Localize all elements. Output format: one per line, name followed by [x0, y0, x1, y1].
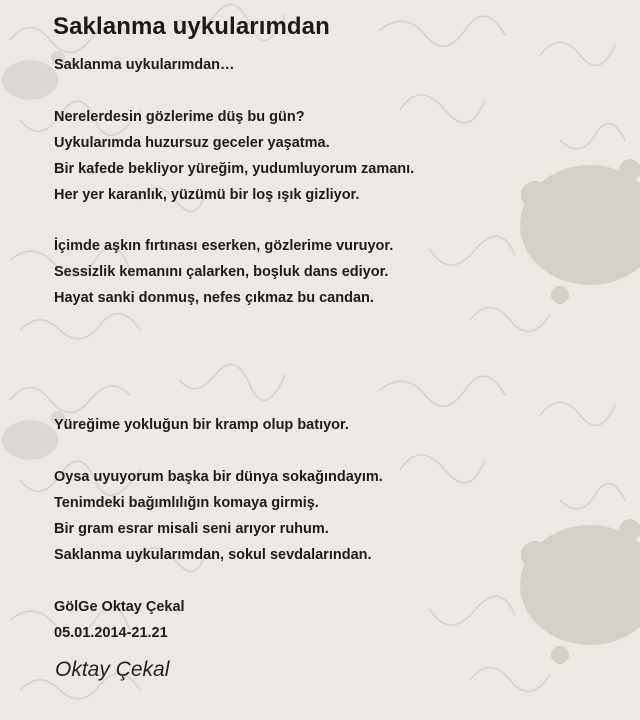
- poem-line: Her yer karanlık, yüzümü bir loş ışık gizliyor.: [54, 187, 360, 203]
- poem-line: Oysa uyuyorum başka bir dünya sokağındayım.: [54, 469, 383, 485]
- poem-line: Yüreğime yokluğun bir kramp olup batıyor.: [54, 417, 349, 433]
- poem-line: Saklanma uykularımdan…: [54, 57, 235, 73]
- poem-line: Hayat sanki donmuş, nefes çıkmaz bu candan.: [54, 290, 374, 306]
- poem-line: İçimde aşkın fırtınası eserken, gözlerime vuruyor.: [54, 238, 394, 254]
- poem-author: GölGe Oktay Çekal: [54, 599, 185, 615]
- poem-line: Uykularımda huzursuz geceler yaşatma.: [54, 135, 330, 151]
- author-signature: Oktay Çekal: [55, 658, 170, 681]
- poem-line: Bir gram esrar misali seni arıyor ruhum.: [54, 521, 329, 537]
- poem-line: Bir kafede bekliyor yüreğim, yudumluyorum zamanı.: [54, 161, 415, 177]
- poem-title: Saklanma uykularımdan: [53, 13, 330, 40]
- poem-line: Tenimdeki bağımlılığın komaya girmiş.: [54, 495, 319, 511]
- poem-line: Saklanma uykularımdan, sokul sevdalarından.: [54, 547, 372, 563]
- poem-date: 05.01.2014-21.21: [54, 625, 168, 641]
- poem-line: Sessizlik kemanını çalarken, boşluk dans ediyor.: [54, 264, 389, 280]
- poem-line: Nerelerdesin gözlerime düş bu gün?: [54, 109, 305, 125]
